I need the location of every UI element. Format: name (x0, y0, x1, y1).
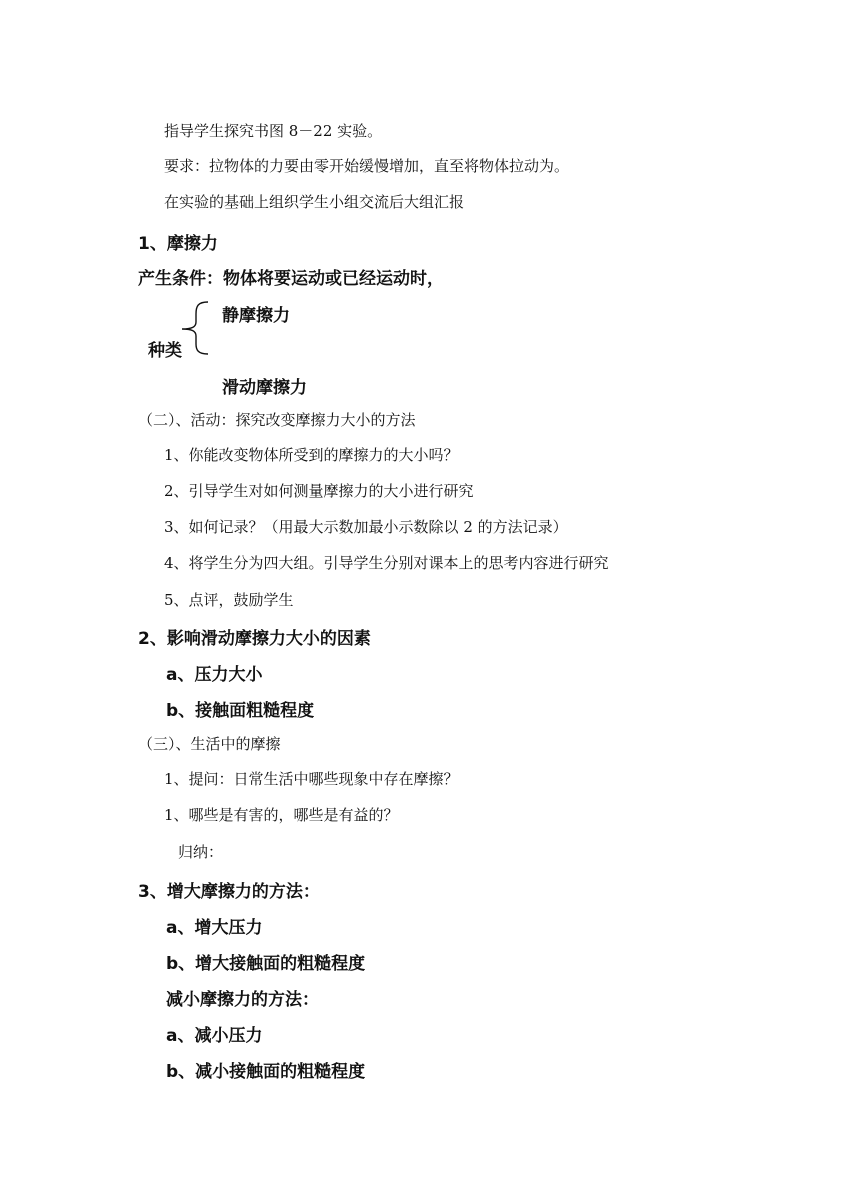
section-1-heading: 1、摩擦力 (138, 234, 218, 254)
section-2-heading: 2、影响滑动摩擦力大小的因素 (138, 629, 371, 649)
intro-line-2: 要求：拉物体的力要由零开始缓慢增加，直至将物体拉动为。 (164, 157, 570, 175)
decrease-item-b: b、减小接触面的粗糙程度 (166, 1062, 366, 1082)
activity-2-heading: （二）、活动：探究改变摩擦力大小的方法 (138, 411, 416, 429)
decrease-item-a: a、减小压力 (166, 1026, 263, 1046)
kind-sliding-friction: 滑动摩擦力 (222, 378, 307, 398)
activity-2-item-3: 3、如何记录？（用最大示数加最小示数除以 2 的方法记录） (164, 518, 568, 536)
intro-line-3: 在实验的基础上组织学生小组交流后大组汇报 (164, 193, 465, 211)
section-3-heading: 3、增大摩擦力的方法： (138, 882, 320, 902)
decrease-heading: 减小摩擦力的方法： (166, 990, 319, 1010)
activity-2-item-1: 1、你能改变物体所受到的摩擦力的大小吗？ (164, 446, 459, 464)
curly-brace-icon (178, 300, 212, 356)
activity-3-item-2: 1、哪些是有害的，哪些是有益的？ (164, 806, 399, 824)
activity-3-item-1: 1、提问：日常生活中哪些现象中存在摩擦？ (164, 770, 459, 788)
kind-static-friction: 静摩擦力 (222, 306, 290, 326)
activity-2-item-5: 5、点评，鼓励学生 (164, 591, 294, 609)
increase-item-a: a、增大压力 (166, 918, 263, 938)
activity-3-heading: （三）、生活中的摩擦 (138, 735, 281, 753)
kinds-label: 种类 (148, 341, 182, 361)
increase-item-b: b、增大接触面的粗糙程度 (166, 954, 366, 974)
activity-2-item-2: 2、引导学生对如何测量摩擦力的大小进行研究 (164, 482, 474, 500)
activity-3-summary: 归纳： (178, 843, 224, 861)
section-2-item-a: a、压力大小 (166, 665, 263, 685)
intro-line-1: 指导学生探究书图 8－22 实验。 (164, 122, 383, 140)
activity-2-item-4: 4、将学生分为四大组。引导学生分别对课本上的思考内容进行研究 (164, 554, 609, 572)
section-2-item-b: b、接触面粗糙程度 (166, 701, 315, 721)
friction-condition: 产生条件：物体将要运动或已经运动时， (138, 269, 444, 289)
